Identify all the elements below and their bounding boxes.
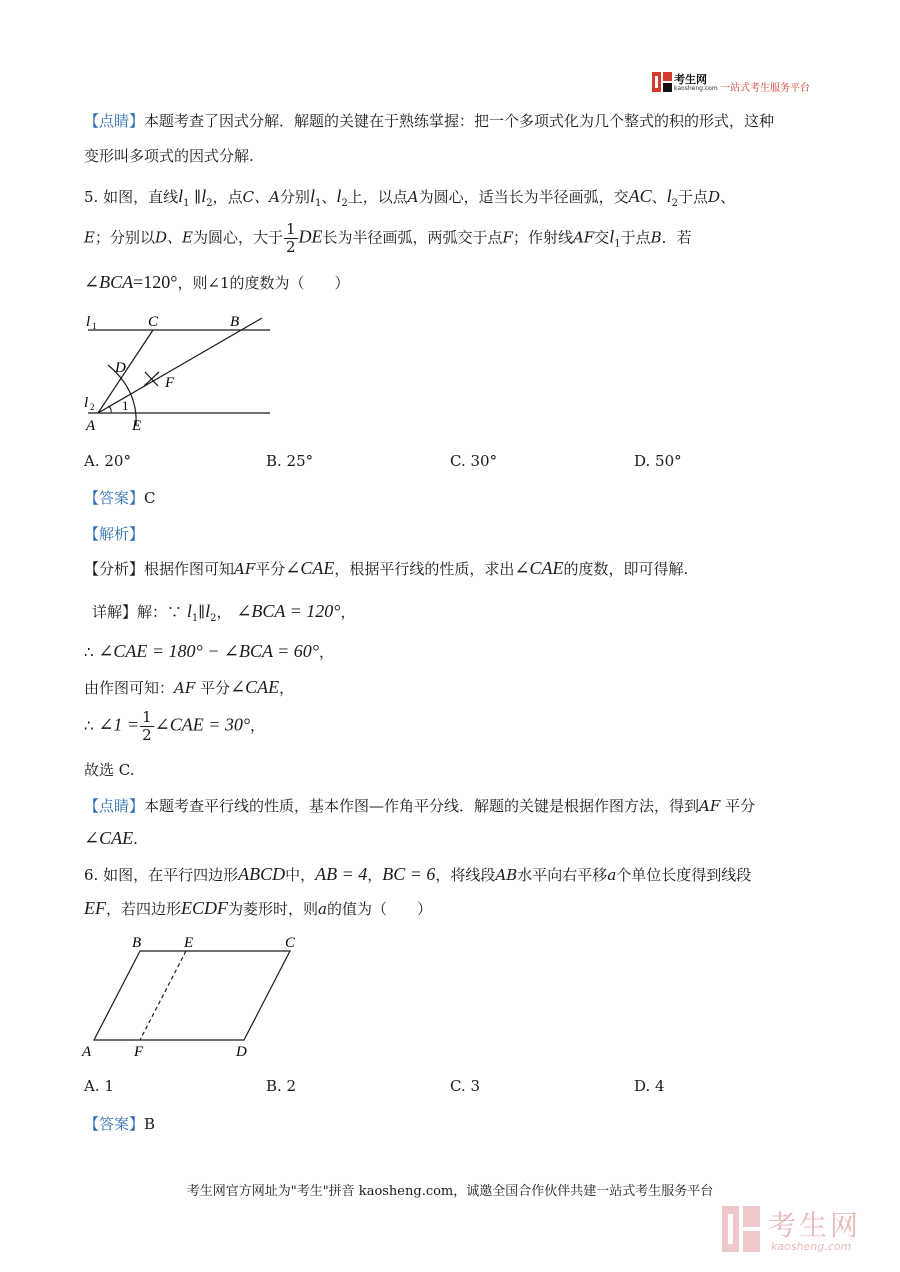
logo-name: 考生网 (674, 73, 707, 86)
label-l1: l (86, 314, 91, 330)
q5-stem-line2: E；分别以D、E为圆心，大于 $\frac{1}{2}$ DE长为半径画弧，两弧交于点F；作射线AF交$l_1$于点B．若 (84, 220, 692, 256)
watermark-url: kaosheng.com (771, 1240, 852, 1253)
q5-step3: ∴ ∠1 = $\frac{1}{2}$ ∠CAE = 30°， (84, 708, 266, 744)
q5-dianjing-line1: 【点睛】本题考查平行线的性质，基本作图—作角平分线．解题的关键是根据作图方法，得到AF 平分 (84, 797, 756, 815)
logo-url: kaosheng.com (674, 85, 718, 92)
dianjing-tag: 【点睛】 (84, 112, 145, 130)
fraction-half-2: $\frac{1}{2}$ (142, 708, 152, 744)
label-D: D (115, 360, 126, 376)
q6-option-c[interactable]: C. 3 (450, 1077, 481, 1095)
label-E: E (132, 418, 142, 434)
q5-option-a[interactable]: A. 20° (84, 452, 131, 470)
p4-dianjing-line2: 变形叫多项式的因式分解. (84, 147, 254, 165)
q5-stem-line3: ∠BCA=120°，则∠1的度数为（ ） (84, 272, 350, 292)
watermark-text: 考生网 (768, 1209, 862, 1242)
label-l1-sub: 1 (92, 321, 97, 331)
segment-EF (140, 951, 186, 1040)
p4-dianjing-line1: 【点睛】本题考查了因式分解．解题的关键在于熟练掌握：把一个多项式化为几个整式的积的形式，这种 (84, 112, 775, 130)
label-A: A (86, 418, 96, 434)
label-E: E (184, 935, 194, 951)
q6-option-b[interactable]: B. 2 (266, 1077, 297, 1095)
q6-figure (80, 930, 310, 1060)
q5-option-b[interactable]: B. 25° (266, 452, 314, 470)
fraction-half: $\frac{1}{2}$ (285, 220, 296, 256)
q5-figure (80, 310, 280, 438)
kaosheng-logo-icon (652, 72, 672, 92)
q5-stem-line1: 5. 如图，直线$l_1$ $\parallel l_2$，点C、A分别$l_1$、$l_2$上，以点A为圆心，适当长为半径画弧，交AC、$l_2$于点D、 (84, 186, 736, 209)
q6-stem-line2: EF，若四边形ECDF为菱形时，则a的值为（ ） (84, 898, 432, 918)
label-A: A (82, 1044, 92, 1060)
q6-answer: 【答案】B (84, 1115, 156, 1133)
logo-slogan: 一站式考生服务平台 (720, 83, 810, 94)
q5-option-d[interactable]: D. 50° (634, 452, 682, 470)
label-F: F (165, 375, 175, 391)
page-footer: 考生网官方网址为"考生"拼音 kaosheng.com，诚邀全国合作伙伴共建一站式考生服务平台 (186, 1184, 714, 1199)
label-C: C (148, 314, 159, 330)
q6-option-d[interactable]: D. 4 (634, 1077, 665, 1095)
watermark-logo-icon (722, 1206, 762, 1254)
q5-option-c[interactable]: C. 30° (450, 452, 498, 470)
q6-option-a[interactable]: A. 1 (84, 1077, 114, 1095)
label-l2: l (84, 395, 89, 411)
q5-detail-line: 详解】解：∵ $l_1\parallel l_2$， ∠BCA = 120°， (92, 601, 356, 624)
label-D: D (236, 1044, 247, 1060)
parallelogram-ABCD (94, 951, 290, 1040)
q5-jiexi-tag: 【解析】 (84, 525, 145, 543)
label-F: F (134, 1044, 144, 1060)
label-angle-1: 1 (122, 398, 129, 413)
q5-fenxi: 【分析】根据作图可知AF平分∠CAE，根据平行线的性质，求出∠CAE的度数，即可得解. (84, 558, 689, 578)
q6-stem-line1: 6. 如图，在平行四边形ABCD中，AB = 4，BC = 6，将线段AB水平向右平移a个单位长度得到线段 (84, 864, 752, 884)
q5-step1: ∴ ∠CAE = 180° − ∠BCA = 60°， (84, 641, 335, 661)
q5-answer: 【答案】C (84, 489, 156, 507)
q5-dianjing-line2: ∠CAE. (84, 828, 138, 848)
label-l2-sub: 2 (90, 402, 95, 412)
q5-step2: 由作图可知：AF 平分∠CAE， (84, 677, 295, 697)
label-B: B (132, 935, 142, 951)
label-B: B (230, 314, 240, 330)
q5-step4: 故选 C. (84, 761, 135, 779)
label-C: C (285, 935, 296, 951)
